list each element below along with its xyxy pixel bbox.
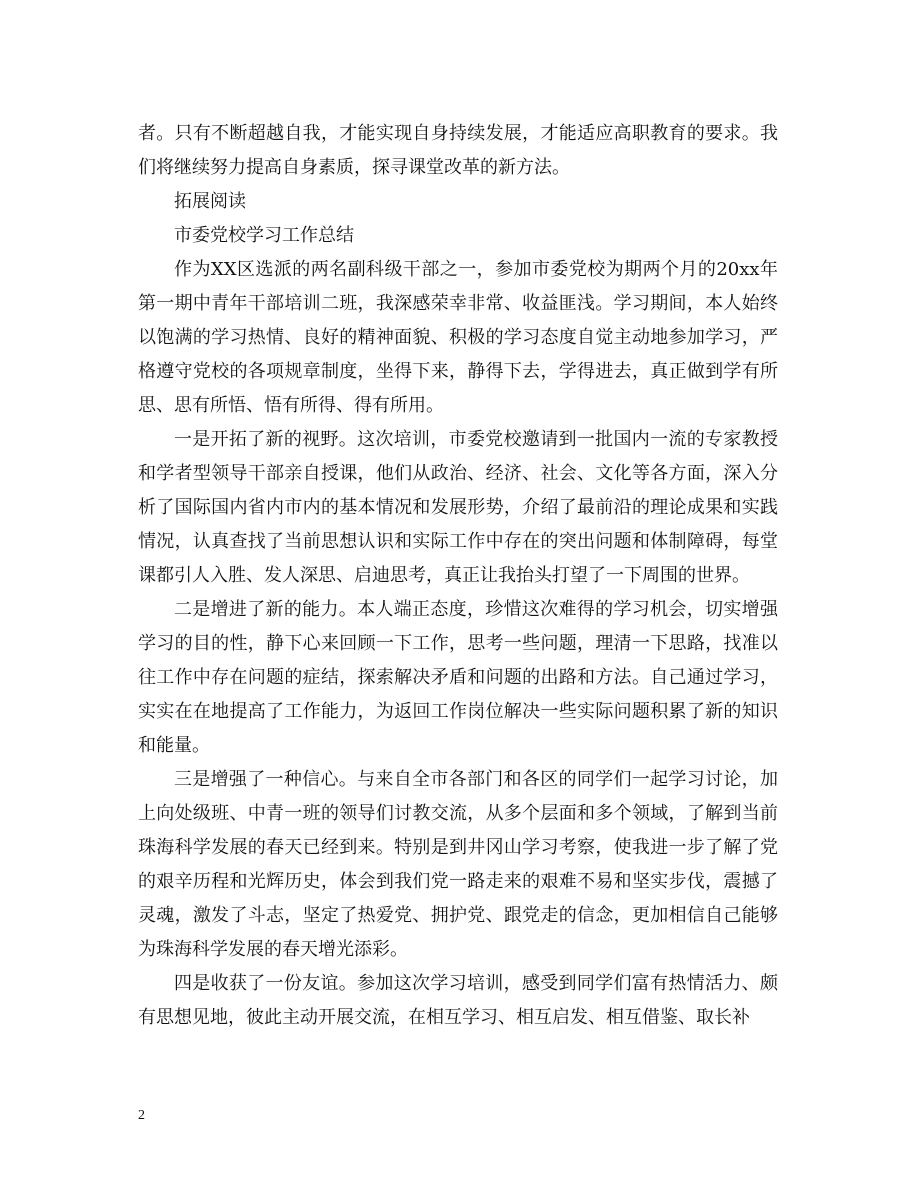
- paragraph-point-four: 四是收获了一份友谊。参加这次学习培训，感受到同学们富有热情活力、颇有思想见地，彼此主动开展交流，在相互学习、相互启发、相互借鉴、取长补: [138, 973, 778, 1028]
- page-number: 2: [138, 1108, 145, 1123]
- paragraph-article-title: 市委党校学习工作总结: [174, 225, 354, 246]
- paragraph-point-three: 三是增强了一种信心。与来自全市各部门和各区的同学们一起学习讨论，加上向处级班、中青一班的领导们讨教交流，从多个层面和多个领域，了解到当前珠海科学发展的春天已经到来。特别是到井冈山学习考察，使我进一步了解了党的艰辛历程和光辉历史，体会到我们党一路走来的艰难不易和坚实步伐，震撼了灵魂，激发了斗志，坚定了热爱党、拥护党、跟党走的信念，更加相信自己能够为珠海科学发展的春天增光添彩。: [138, 769, 778, 960]
- document-body: [138, 117, 778, 1035]
- paragraph-extended-reading-label: 拓展阅读: [174, 191, 246, 212]
- paragraph-intro: 作为XX区选派的两名副科级干部之一，参加市委党校为期两个月的20xx年第一期中青年干部培训二班，我深感荣幸非常、收益匪浅。学习期间，本人始终以饱满的学习热情、良好的精神面貌、积极的学习态度自觉主动地参加学习，严格遵守党校的各项规章制度，坐得下来，静得下去，学得进去，真正做到学有所思、思有所悟、悟有所得、得有所用。: [138, 259, 778, 416]
- paragraph-point-two: 二是增进了新的能力。本人端正态度，珍惜这次难得的学习机会，切实增强学习的目的性，静下心来回顾一下工作，思考一些问题，理清一下思路，找准以往工作中存在问题的症结，探索解决矛盾和问题的出路和方法。自己通过学习，实实在在地提高了工作能力，为返回工作岗位解决一些实际问题积累了新的知识和能量。: [138, 599, 778, 756]
- paragraph-point-one: 一是开拓了新的视野。这次培训，市委党校邀请到一批国内一流的专家教授和学者型领导干部亲自授课，他们从政治、经济、社会、文化等各方面，深入分析了国际国内省内市内的基本情况和发展形势，介绍了最前沿的理论成果和实践情况，认真查找了当前思想认识和实际工作中存在的突出问题和体制障碍，每堂课都引人入胜、发人深思、启迪思考，真正让我抬头打望了一下周围的世界。: [138, 429, 778, 586]
- paragraph-continuation: 者。只有不断超越自我，才能实现自身持续发展，才能适应高职教育的要求。我们将继续努力提高自身素质，探寻课堂改革的新方法。: [138, 123, 778, 178]
